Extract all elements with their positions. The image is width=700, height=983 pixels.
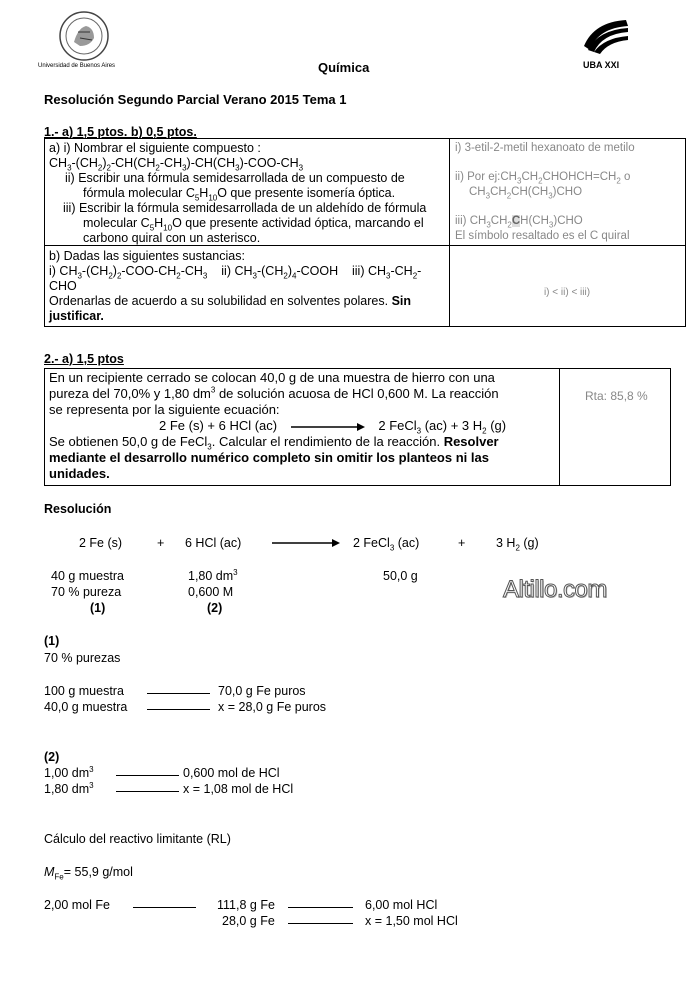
- q2-line7: unidades.: [49, 466, 110, 481]
- rl-row1-dash1: [133, 907, 196, 908]
- step1-row1-left: 100 g muestra: [44, 684, 124, 698]
- answer-i: i) 3-etil-2-metil hexanoato de metilo: [455, 142, 635, 154]
- q1-a-formula: $CH_3-(CH_2)_2-CH(CH_2-CH_3)-CH(CH_3)-COO-CH_3$: [49, 156, 304, 173]
- step2-heading: (2): [44, 750, 60, 764]
- uba-seal-logo: [58, 10, 110, 62]
- subject-title: Química: [318, 60, 370, 75]
- answer-b: i) < ii) < iii): [543, 287, 591, 298]
- q2-line6: mediante el desarrollo numérico completo sin omitir los planteos ni las: [49, 450, 489, 465]
- data-label-2: (2): [207, 601, 223, 615]
- q1-b-substances: i) $CH_3-(CH_2)_2-COO-CH_2-CH_3$ ii) $CH_3-(CH_2)_4$-COOH iii) $CH_3-CH_2-$: [49, 264, 422, 281]
- data-fecl3-mass: 50,0 g: [383, 569, 418, 583]
- q1-heading: 1.- a) 1,5 ptos. b) 0,5 ptos.: [44, 125, 197, 139]
- data-hcl-conc: 0,600 M: [188, 585, 234, 599]
- q1-a-answers: [455, 141, 683, 244]
- q1-a-cell: [49, 141, 447, 246]
- step2-row2-right: x = 1,08 mol de HCl: [183, 782, 294, 796]
- rl-title: Cálculo del reactivo limitante (RL): [44, 832, 231, 846]
- q2-box: [44, 368, 671, 486]
- answer-iii-2: El símbolo resaltado es el C quiral: [455, 230, 630, 242]
- q1-b-intro: b) Dadas las siguientes sustancias:: [49, 249, 245, 263]
- answer-ii-1: ii) Por $ej:CH_3CH_2CHOHCH=CH_2$ o: [455, 171, 631, 186]
- eq-fecl3: 2 FeCl$_3$ (ac): [353, 536, 420, 553]
- q2-line2: pureza del 70,0% y 1,80 $dm^3$ de solución acuosa de HCl 0,600 M. La reacción: [49, 385, 499, 401]
- rl-row2-c: x = 1,50 mol HCl: [365, 914, 458, 928]
- q1-a-iii-1: iii) Escribir la fórmula semidesarrollada de un aldehído de fórmula: [63, 201, 427, 215]
- rl-row1-c: 6,00 mol HCl: [365, 898, 438, 912]
- step2-row2-dash: [116, 791, 179, 792]
- uba-caption: Universidad de Buenos Aires: [38, 63, 116, 69]
- data-fe-purity: 70 % pureza: [51, 585, 122, 599]
- q2-line3: se representa por la siguiente ecuación:: [49, 402, 280, 417]
- resolution-heading: Resolución: [44, 502, 112, 516]
- q2-divider: [559, 369, 560, 485]
- q1-b-cell: [49, 249, 447, 324]
- step1-text: 70 % purezas: [44, 651, 121, 665]
- step2-row1-dash: [116, 775, 179, 776]
- eq-plus-2: +: [458, 536, 466, 550]
- q1-a-ii-2: fórmula molecular $C_5H_{10}O$ que presente isomería óptica.: [83, 186, 396, 203]
- rl-row2-b: 28,0 g Fe: [222, 914, 275, 928]
- rl-row2-dash: [288, 923, 353, 924]
- q1-a-ii-1: ii) Escribir una fórmula semidesarrollada de un compuesto de: [65, 171, 405, 185]
- q2-answer: Rta: 85,8 %: [585, 389, 648, 403]
- altillo-watermark: Altillo.com: [503, 576, 607, 603]
- q2-line5: Se obtienen 50,0 g de FeCl$_3$. Calcular el rendimiento de la reacción. Resolver: [49, 434, 499, 452]
- rl-row1-a: 2,00 mol Fe: [44, 898, 111, 912]
- step1-row1-dash: [147, 693, 210, 694]
- step2-row1-left: 1,00 $dm^3$: [44, 764, 94, 780]
- answer-iii-1: iii) $CH_3CH_2CH(CH_3)CHO$: [455, 215, 583, 230]
- q1-a-intro: a) i) Nombrar el siguiente compuesto :: [49, 141, 261, 155]
- eq-plus-1: +: [157, 536, 165, 550]
- q1-b-instruction-2: justificar.: [49, 309, 104, 323]
- eq-h2: 3 $H_2$ (g): [496, 536, 539, 553]
- step2-row2-left: 1,80 $dm^3$: [44, 780, 94, 796]
- reaction-arrow: [272, 537, 340, 551]
- uba-xxi-logo: [582, 18, 630, 58]
- answer-ii-2: $CH_3CH_2CH(CH_3)CHO$: [469, 186, 583, 201]
- q2-line1: En un recipiente cerrado se colocan 40,0 g de una muestra de hierro con una: [49, 370, 495, 385]
- rl-row1-b: 111,8 g Fe: [217, 898, 275, 912]
- page-title: Resolución Segundo Parcial Verano 2015 Tema 1: [44, 92, 347, 107]
- data-fe-sample: 40 g muestra: [51, 569, 124, 583]
- step2-row1-right: 0,600 mol de HCl: [183, 766, 280, 780]
- step1-heading: (1): [44, 634, 60, 648]
- eq-fe: 2 Fe (s): [79, 536, 123, 550]
- step1-row2-right: x = 28,0 g Fe puros: [218, 700, 327, 714]
- uba-xxi-label: UBA XXI: [583, 60, 620, 70]
- q1-a-iii-3: carbono quiral con un asterisco.: [83, 231, 261, 245]
- q1-table: [44, 138, 686, 327]
- molar-mass-fe: $M_{Fe}= 55,9$ g/mol: [44, 865, 133, 882]
- data-hcl-volume: 1,80 $dm^3$: [188, 567, 238, 583]
- step1-row1-right: 70,0 g Fe puros: [218, 684, 306, 698]
- rl-row1-dash2: [288, 907, 353, 908]
- eq-hcl: 6 HCl (ac): [185, 536, 242, 550]
- q1-b-cho: CHO: [49, 279, 77, 293]
- q2-statement: [49, 370, 557, 482]
- q2-equation: 2 Fe (s) + 6 HCl (ac) 2 FeCl$_3$ (ac) + 3 $H_2$ (g): [159, 418, 507, 436]
- data-label-1: (1): [90, 601, 106, 615]
- step1-row2-left: 40,0 g muestra: [44, 700, 128, 714]
- q1-a-iii-2: molecular $C_5H_{10}O$ que presente actividad óptica, marcando el: [83, 216, 424, 233]
- q2-heading: 2.- a) 1,5 ptos: [44, 352, 124, 366]
- step1-row2-dash: [147, 709, 210, 710]
- q1-b-instruction: Ordenarlas de acuerdo a su solubilidad en solventes polares. Sin: [49, 294, 412, 308]
